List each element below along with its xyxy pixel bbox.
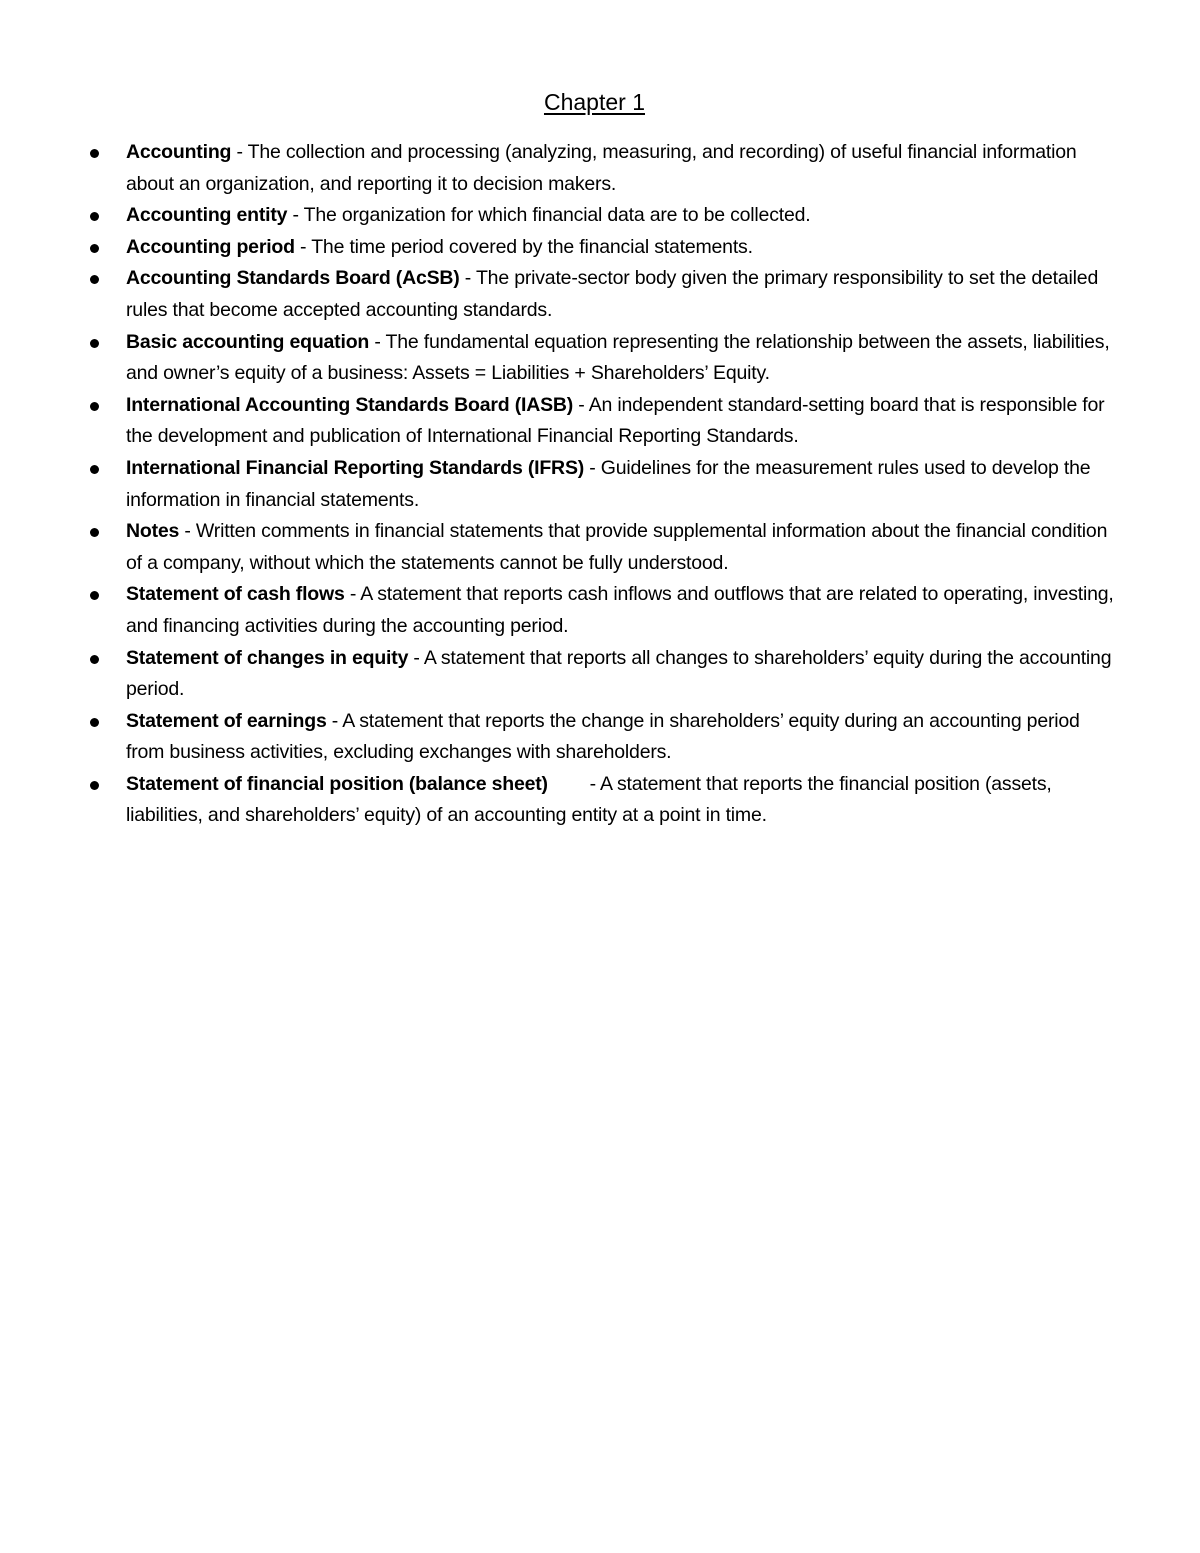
glossary-item [126, 232, 1116, 264]
glossary-definition: - The private-sector body given the primary responsibility to set the detailed rules that become accepted accounting standards. [126, 267, 1099, 321]
glossary-definition: - A statement that reports the financial position (assets, liabilities, and shareholders’ equity) of an accounting entity at a point in time. [126, 772, 1057, 827]
glossary-definition: - Written comments in financial statements that provide supplemental information about the financial condition of a company, without which the statements cannot be fully understood. [126, 520, 1108, 574]
glossary-term: Accounting entity [126, 204, 288, 227]
glossary-definition: - The collection and processing (analyzing, measuring, and recording) of useful financial information about an organization, and reporting it to decision makers. [126, 141, 1077, 195]
page-title: Chapter 1 [543, 89, 645, 115]
glossary-term: International Accounting Standards Board (IASB) [126, 393, 574, 416]
glossary-term: Accounting [126, 141, 232, 163]
glossary-item [126, 137, 1116, 200]
glossary-item [126, 706, 1116, 769]
glossary-term: Statement of earnings [126, 709, 327, 732]
glossary-definition: - Guidelines for the measurement rules used to develop the information in financial statements. [126, 456, 1091, 511]
glossary-list [126, 137, 1116, 832]
bullet-icon [90, 339, 99, 348]
bullet-icon [90, 402, 99, 411]
bullet-icon [90, 212, 99, 221]
bullet-icon [90, 275, 99, 284]
bullet-icon [90, 781, 99, 790]
bullet-icon [90, 149, 99, 158]
glossary-term: International Financial Reporting Standards (IFRS) [126, 456, 585, 479]
bullet-icon [90, 465, 99, 474]
glossary-term: Statement of changes in equity [126, 646, 409, 669]
glossary-definition: - The fundamental equation representing the relationship between the assets, liabilities, and owner’s equity of a business: Assets = Liabilities + Shareholders’ Equity. [126, 330, 1110, 385]
glossary-term: Statement of cash flows [126, 583, 345, 606]
bullet-icon [90, 244, 99, 253]
bullet-icon [90, 718, 99, 727]
glossary-term: Basic accounting equation [126, 330, 370, 353]
glossary-item [126, 643, 1116, 706]
glossary-term: Accounting period [126, 235, 295, 258]
glossary-term: Notes [126, 520, 180, 543]
glossary-item [126, 327, 1116, 390]
glossary-definition: - The organization for which financial data are to be collected. [287, 204, 811, 227]
glossary-item [126, 516, 1116, 579]
bullet-icon [90, 655, 99, 664]
glossary-item [126, 769, 1116, 832]
glossary-item [126, 453, 1116, 516]
glossary-definition: - The time period covered by the financial statements. [294, 235, 753, 258]
glossary-item [126, 579, 1116, 642]
glossary-definition: - A statement that reports cash inflows and outflows that are related to operating, investing, and financing activities during the accounting period. [126, 583, 1114, 637]
glossary-definition: - An independent standard-setting board that is responsible for the development and publication of International Financial Reporting Standards. [126, 393, 1105, 448]
glossary-term: Statement of financial position (balance sheet) [126, 772, 548, 795]
bullet-icon [90, 528, 99, 537]
bullet-icon [90, 591, 99, 600]
glossary-definition: - A statement that reports all changes to shareholders’ equity during the accounting period. [126, 646, 1112, 701]
glossary-item [126, 263, 1116, 326]
glossary-item [126, 200, 1116, 232]
glossary-term: Accounting Standards Board (AcSB) [126, 267, 460, 290]
glossary-definition: - A statement that reports the change in shareholders’ equity during an accounting period from business activities, excluding exchanges with shareholders. [126, 709, 1080, 764]
glossary-item [126, 390, 1116, 453]
